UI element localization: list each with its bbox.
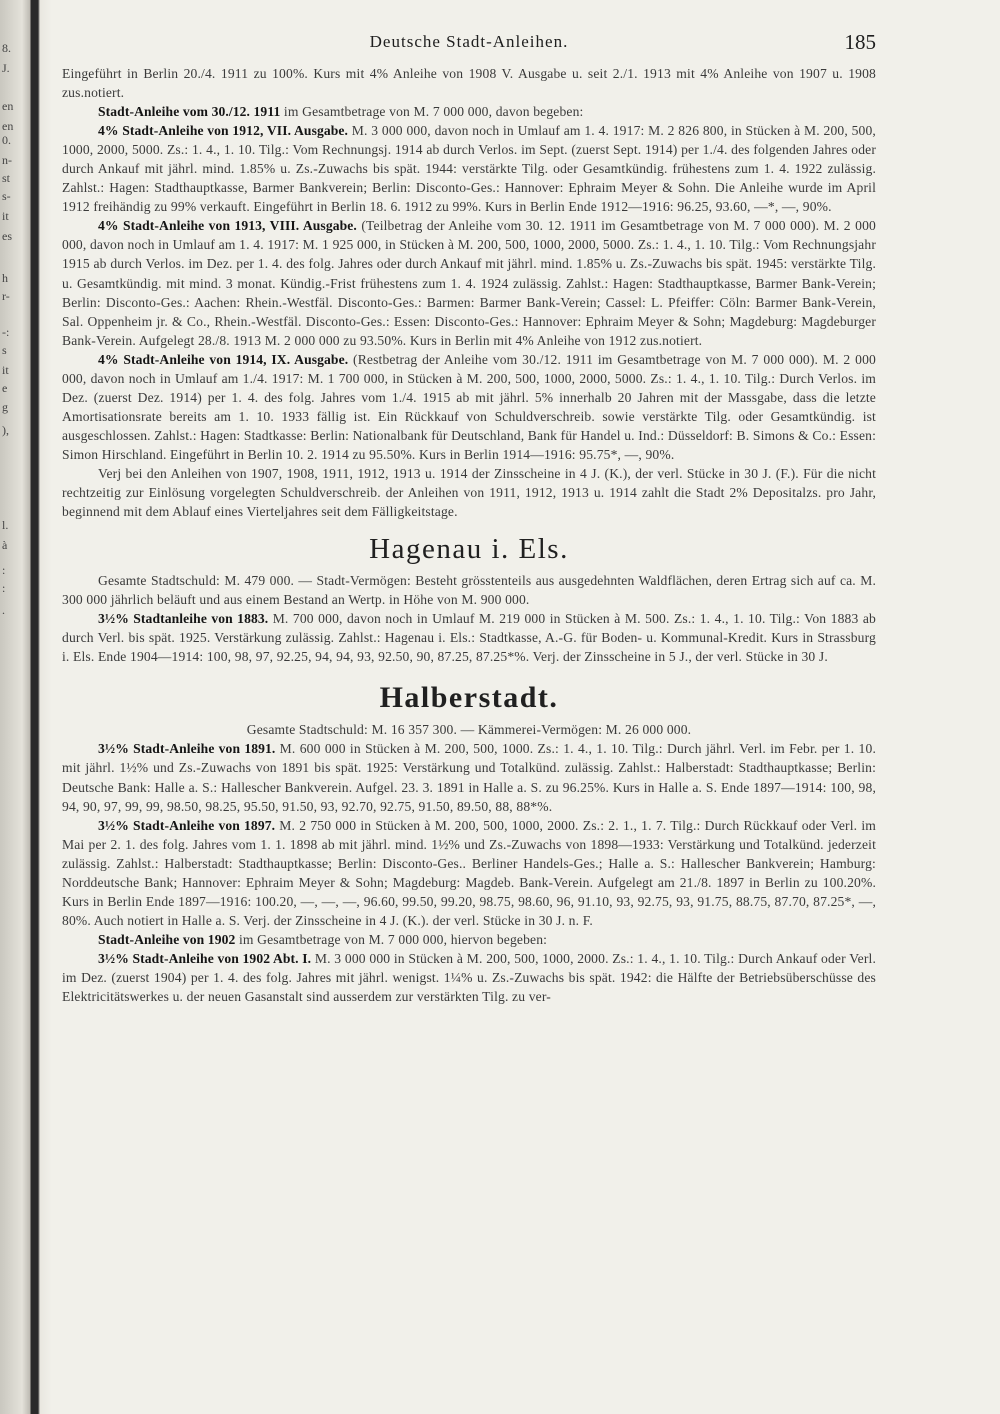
margin-fragment: . [2, 603, 5, 617]
margin-fragment: à [2, 538, 8, 552]
margin-fragment: en [2, 99, 14, 113]
section-heading: Hagenau i. Els. [369, 533, 569, 566]
paragraph-text: Verj bei den Anleihen von 1907, 1908, 1911, 1912, 1913 u. 1914 der Zinsscheine in 4 J. (K.), der verl. Stücke in 30 J. (F.). Für die nicht rechtzeitig zur Einlösung vorgelegten Schuldverschreib. der Anleihen von 1911, 1912, 1913 u. 1914 zahlt die Stadt 2% Depositalzs. pro Jahr, beginnend mit dem Ablauf eines Vierteljahres seit dem Fälligkeitstage. [62, 465, 876, 520]
page [62, 30, 876, 1006]
paragraph [62, 949, 876, 1006]
paragraph-text: M. 700 000, davon noch in Umlauf M. 219 000 in Stücken à M. 500. Zs.: 1. 4., 1. 10. Tilg.: Von 1883 ab durch Verl. bis spät. 1925. Verstärkung zulässig. Zahlst.: Hagenau i. Els.: Stadtkasse, A.-G. für Boden- u. Kommunal-Kredit. Kurs in Strassburg i. Els. Ende 1904—1914: 100, 98, 97, 92.25, 94, 94, 93, 92.50, 90, 87.25, 87.25*%. Verj. der Zinsscheine in 5 J., der verl. Stücke in 30 J. [62, 611, 876, 665]
margin-fragment: -: [2, 325, 10, 339]
paragraph [62, 121, 876, 216]
paragraph [62, 816, 876, 930]
paragraph [62, 571, 876, 609]
margin-fragment: : [2, 563, 6, 577]
paragraph [62, 350, 876, 464]
margin-fragment: es [2, 229, 12, 243]
page-number: 185 [844, 30, 876, 54]
margin-fragment: 0. [2, 133, 11, 147]
loan-title: Stadt-Anleihe von 1902 [98, 931, 236, 947]
paragraph-text: Gesamte Stadtschuld: M. 16 357 300. — Kämmerei-Vermögen: M. 26 000 000. [246, 722, 692, 738]
margin-fragment: it [2, 209, 9, 223]
margin-fragment: it [2, 363, 9, 377]
loan-title: 3½% Stadt-Anleihe von 1891. [98, 741, 276, 757]
margin-fragment: e [2, 381, 8, 395]
paragraph [62, 64, 876, 102]
paragraph [62, 216, 876, 349]
margin-fragment: s- [2, 189, 11, 203]
margin-fragment: ), [2, 423, 9, 437]
paragraph [62, 930, 876, 949]
loan-title: 3½% Stadt-Anleihe von 1902 Abt. I. [98, 950, 312, 966]
paragraph [62, 102, 876, 121]
loan-title: 3½% Stadt-Anleihe von 1897. [98, 817, 276, 833]
page-body [62, 64, 876, 1006]
margin-fragment: s [2, 343, 7, 357]
margin-fragment: r- [2, 289, 10, 303]
margin-fragment: n- [2, 153, 12, 167]
paragraph-text: Eingeführt in Berlin 20./4. 1911 zu 100%. Kurs mit 4% Anleihe von 1908 V. Ausgabe u. seit 2./1. 1913 mit 4% Anleihe von 1907 u. 1908 zus.notiert. [62, 66, 876, 101]
loan-title: 4% Stadt-Anleihe von 1912, VII. Ausgabe. [98, 123, 349, 139]
paragraph-text: im Gesamtbetrage von M. 7 000 000, davon begeben: [280, 104, 584, 120]
margin-fragment: J. [2, 61, 10, 75]
paragraph-text: (Teilbetrag der Anleihe vom 30. 12. 1911 im Gesamtbetrage von M. 7 000 000). M. 2 000 000, davon noch in Umlauf am 1. 4. 1917: M. 1 925 000, in Stücken à M. 200, 500, 1000, 2000, 5000. Zs.: 1. 4., 1. 10. Tilg.: Vom Rechnungsjahr 1915 ab durch Verlos. im Dez. per 1. 4. des folg. Jahres oder durch Ankauf mit jährl. mind. 1.85% u. Zs.-Zuwachs bis spät. 1945: verstärkte Tilg. u. Gesamtkündig. mit mind. 3 monat. Kündig.-Frist frühestens zum 1. 4. 1924 zulässig. Zahlst.: Hagen: Stadthauptkasse, Barmer Bank-Verein; Berlin: Disconto-Ges.: Aachen: Rhein.-Westfäl. Disconto-Ges.: Barmen: Barmer Bank-Verein; Cassel: L. Pfeiffer: Cöln: Barmer Bank-Verein, Sal. Oppenheim jr. & Co., Rhein.-Westfäl. Disconto-Ges.: Essen: Disconto-Ges.: Hannover: Ephraim Meyer & Sohn; Magdeburg: Magdeburger Bank-Verein. Aufgelegt 28./8. 1913 M. 2 000 000 zu 93.50%. Kurs in Berlin mit 4% Anleihe von 1912 zus.notiert. [62, 218, 876, 348]
paragraph-text: M. 3 000 000, davon noch in Umlauf am 1. 4. 1917: M. 2 826 800, in Stücken à M. 200, 500, 1000, 2000, 5000. Zs.: 1. 4., 1. 10. Tilg.: Vom Rechnungsj. 1914 ab durch Verlos. im Sept. (zuerst Sept. 1914) per 1./4. des folgenden Jahres oder durch Ankauf mit jährl. mind. 1.85% u. Zs.-Zuwachs bis spät. 1944: verstärkte Tilg. oder Gesamtkündig. frühestens zum 1. 4. 1922 zulässig. Zahlst.: Hagen: Stadthauptkasse, Barmer Bankverein; Berlin: Disconto-Ges.: Hannover: Ephraim Meyer & Sohn. Die Anleihe wurde im April 1912 freihändig zu 99% verkauft. Eingeführt in Berlin 18. 6. 1912 zu 99%. Kurs in Berlin Ende 1912—1916: 96.25, 93.60, —*, —, 90%. [62, 123, 876, 215]
paragraph-text: M. 2 750 000 in Stücken à M. 200, 500, 1000, 2000. Zs.: 2. 1., 1. 7. Tilg.: Durch Rückkauf oder Verl. im Mai per 2. 1. des folg. Jahres vom 1. 1. 1898 ab mit jährl. mind. 1½% und Zs.-Zuwachs von 1898—1933: Verstärkung und Totalkünd. jederzeit zulässig. Zahlst.: Halberstadt: Stadthauptkasse; Berlin: Disconto-Ges.. Berliner Handels-Ges.; Halle a. S.: Hallescher Bankverein; Hamburg: Norddeutsche Bank; Hannover: Ephraim Meyer & Sohn; Magdeburg: Magdeb. Bank-Verein. Aufgelegt am 21./8. 1897 in Berlin zu 100.20%. Kurs in Berlin Ende 1897—1916: 100.20, —, —, —, 96.60, 99.50, 99.20, 98.75, 98.60, 96, 91.10, 93, 92.75, 93, 91.75, 88.75, 87.70, 87.25*, —, 80%. Auch notiert in Halle a. S. Verj. der Zinsscheine in 4 J. (K.). der verl. Stücke in 30 J. n. F. [62, 817, 877, 928]
loan-title: 3½% Stadtanleihe von 1883. [98, 611, 269, 627]
margin-fragment: l. [2, 518, 9, 532]
loan-title: 4% Stadt-Anleihe von 1914, IX. Ausgabe. [98, 351, 349, 367]
paragraph-text: (Restbetrag der Anleihe vom 30./12. 1911 im Gesamtbetrage von M. 7 000 000). M. 2 000 000, davon noch in Umlauf am 1./4. 1917: M. 1 700 000, in Stücken à M. 200, 500, 1000, 2000, 5000. Zs.: 1. 4., 1. 10. Tilg.: Durch Verlos. im Dez. (zuerst Dez. 1914) per 1. 4. des folg. Jahres vom 1./4. 1915 ab mit jährl. 5% innerhalb 20 Jahren mit der Massgabe, dass die letzte Amortisationsrate bereits am 1. 10. 1933 fällig ist. Ein Rückkauf von Schuldverschreib. sowie verstärkte Tilg. oder Gesamtkündig. ist ausgeschlossen. Zahlst.: Hagen: Stadtkasse: Berlin: Nationalbank für Deutschland, Bank für Handel u. Ind.: Düsseldorf: B. Simons & Co.: Essen: Simon Hirschland. Eingeführt in Berlin 10. 2. 1914 zu 95.50%. Kurs in Berlin 1914—1916: 95.75*, —, 90%. [62, 351, 876, 462]
paragraph [62, 464, 876, 521]
page-header [62, 30, 876, 64]
running-title: Deutsche Stadt-Anleihen. [369, 32, 569, 51]
paragraph-text: im Gesamtbetrage von M. 7 000 000, hiervon begeben: [235, 931, 548, 947]
paragraph-text: M. 3 000 000 in Stücken à M. 200, 500, 1000, 2000. Zs.: 1. 4., 1. 10. Tilg.: Durch Ankauf oder Verl. im Dez. (zuerst 1904) per 1. 4. des folg. Jahres mit jährl. wenigst. 1¼% u. Zs.-Zuwachs bis spät. 1942: die Hälfte der Betriebsüberschüsse des Elektricitätswerkes u. der neuen Gasanstalt sind ausserdem zur verstärkten Tilg. zu ver- [62, 950, 876, 1005]
paragraph [62, 739, 876, 815]
margin-fragment: : [2, 581, 6, 595]
section-heading: Halberstadt. [379, 681, 559, 715]
loan-title: Stadt-Anleihe vom 30./12. 1911 [98, 104, 281, 120]
paragraph-text: Gesamte Stadtschuld: M. 479 000. — Stadt-Vermögen: Besteht grösstenteils aus ausgedehnten Waldflächen, deren Ertrag sich auf ca. M. 300 000 jährlich beläuft und aus einem Bestand an Wertp. in Höhe von M. 900 000. [62, 573, 876, 608]
loan-title: 4% Stadt-Anleihe von 1913, VIII. Ausgabe. [98, 218, 357, 234]
margin-fragment: 8. [2, 41, 11, 55]
margin-fragment: en [2, 119, 14, 133]
paragraph [62, 609, 876, 666]
margin-fragment: g [2, 400, 8, 414]
paragraph-text: M. 600 000 in Stücken à M. 200, 500, 1000. Zs.: 1. 4., 1. 10. Tilg.: Durch jährl. Verl. im Febr. per 1. 10. mit jährl. 1½% und Zs.-Zuwachs von 1891 bis spät. 1925: Verstärkung und Totalkünd. zulässig. Zahlst.: Halberstadt: Stadthauptkasse; Berlin: Deutsche Bank: Halle a. S.: Hallescher Bankverein. Aufgel. 23. 3. 1891 in Halle a. S. zu 96.25%. Kurs in Halle a. S. Ende 1897—1914: 100, 98, 94, 90, 97, 99, 99, 98.50, 98.25, 95.50, 91.50, 93, 92.70, 92.75, 91.50, 89.50, 88, 88*%. [62, 741, 876, 814]
paragraph [62, 720, 876, 739]
margin-fragment: h [2, 271, 8, 285]
margin-fragment: st [2, 171, 11, 185]
